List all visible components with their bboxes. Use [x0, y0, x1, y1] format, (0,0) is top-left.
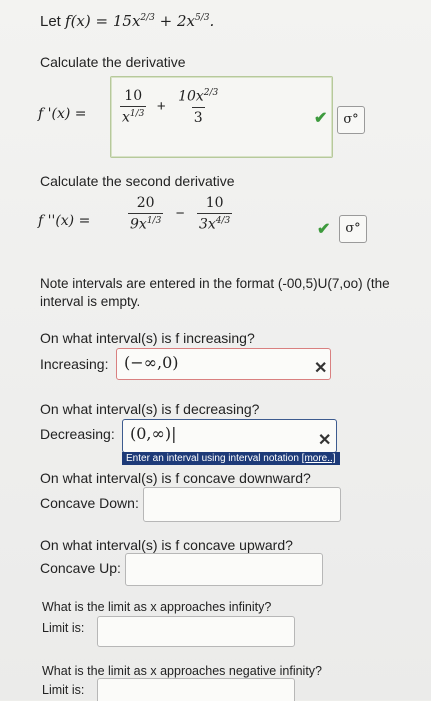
decreasing-label: Decreasing:	[40, 426, 115, 442]
decreasing-question: On what interval(s) is f decreasing?	[40, 401, 260, 417]
sigma-key-icon[interactable]: σ°	[339, 215, 367, 243]
limit-neg-label: Limit is:	[42, 683, 85, 697]
increasing-question: On what interval(s) is f increasing?	[40, 330, 255, 346]
note-line-1: Note intervals are entered in the format (-00,5)U(7,oo) (the	[40, 276, 390, 291]
fd-plus: +	[156, 98, 166, 116]
fd-term2: $\frac{10x^{2/3}}{3}$	[178, 88, 219, 126]
check-icon: ✔	[317, 221, 331, 238]
increasing-value: (−∞,0)	[124, 353, 179, 372]
concave-up-label: Concave Up:	[40, 560, 121, 576]
note-line-2: interval is empty.	[40, 294, 141, 309]
first-derivative-label: f '(x) =	[38, 106, 87, 122]
concave-up-question: On what interval(s) is f concave upward?	[40, 537, 293, 553]
interval-tooltip[interactable]: Enter an interval using interval notation [more..]	[122, 452, 340, 465]
second-derivative-label: f ''(x) =	[38, 213, 91, 229]
concave-down-input[interactable]	[143, 487, 341, 522]
increasing-label: Increasing:	[40, 356, 109, 372]
problem-prefix: Let	[40, 13, 61, 30]
limit-pos-input[interactable]	[97, 616, 295, 647]
limit-neg-input[interactable]	[97, 678, 295, 701]
x-icon: ✕	[318, 432, 332, 449]
sigma-key-icon[interactable]: σ°	[337, 106, 365, 134]
more-link[interactable]: [more..]	[301, 453, 336, 464]
problem-statement	[40, 12, 214, 30]
problem-function: $f(x) = 15x^{2/3} + 2x^{5/3}$.	[65, 12, 215, 30]
sd-term2: $\frac{10}{3x^{4/3}}$	[198, 195, 231, 233]
sd-term1: $\frac{20}{9x^{1/3}}$	[130, 195, 162, 233]
concave-up-input[interactable]	[125, 553, 323, 586]
second-derivative-heading: Calculate the second derivative	[40, 173, 235, 189]
concave-down-question: On what interval(s) is f concave downward?	[40, 470, 311, 486]
fd-term1: $\frac{10}{x^{1/3}}$	[122, 88, 145, 126]
limit-pos-label: Limit is:	[42, 621, 85, 635]
first-derivative-expression	[120, 88, 220, 126]
x-icon: ✕	[314, 360, 328, 377]
limit-neg-question: What is the limit as x approaches negative infinity?	[42, 664, 322, 678]
check-icon: ✔	[314, 110, 328, 127]
first-derivative-heading: Calculate the derivative	[40, 54, 186, 70]
limit-pos-question: What is the limit as x approaches infinity?	[42, 600, 272, 614]
sd-minus: −	[175, 205, 185, 223]
decreasing-value: (0,∞)|	[130, 424, 177, 443]
second-derivative-expression	[128, 195, 232, 233]
concave-down-label: Concave Down:	[40, 495, 139, 511]
